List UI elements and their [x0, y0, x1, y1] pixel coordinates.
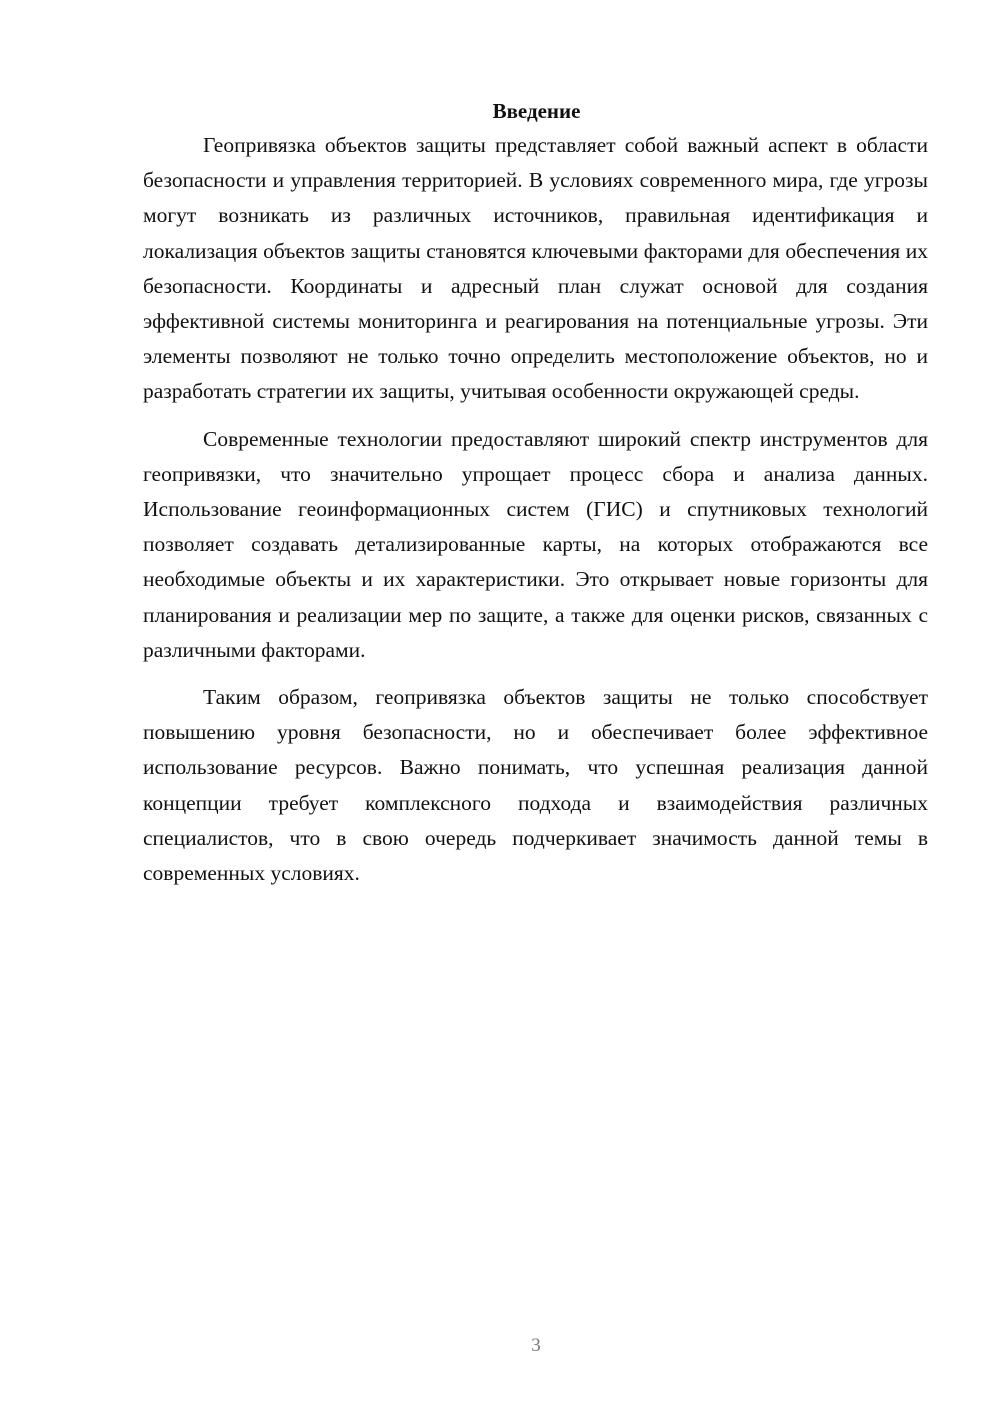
section-title: Введение — [492, 99, 581, 123]
document-body — [143, 96, 928, 903]
page-number: 3 — [531, 1335, 541, 1356]
paragraph-2: Современные технологии предоставляют широкий спектр инструментов для геопривязки, что значительно упрощает процесс сбора и анализа данных. Использование геоинформационных систем (ГИС) и спутниковых технологий позволяет создавать детализированные карты, на которых отображаются все необходимые объекты и их характеристики. Это открывает новые горизонты для планирования и реализации мер по защите, а также для оценки рисков, связанных с различными факторами. — [143, 426, 928, 662]
paragraph-3: Таким образом, геопривязка объектов защиты не только способствует повышению уровня безопасности, но и обеспечивает более эффективное использование ресурсов. Важно понимать, что успешная реализация данной концепции требует комплексного подхода и взаимодействия различных специалистов, что в свою очередь подчеркивает значимость данной темы в современных условиях. — [143, 685, 928, 886]
paragraph-1: Геопривязка объектов защиты представляет собой важный аспект в области безопасности и управления территорией. В условиях современного мира, где угрозы могут возникать из различных источников, правильная идентификация и локализация объектов защиты становятся ключевыми факторами для обеспечения их безопасности. Координаты и адресный план служат основой для создания эффективной системы мониторинга и реагирования на потенциальные угрозы. Эти элементы позволяют не только точно определить местоположение объектов, но и разработать стратегии их защиты, учитывая особенности окружающей среды. — [143, 133, 928, 404]
